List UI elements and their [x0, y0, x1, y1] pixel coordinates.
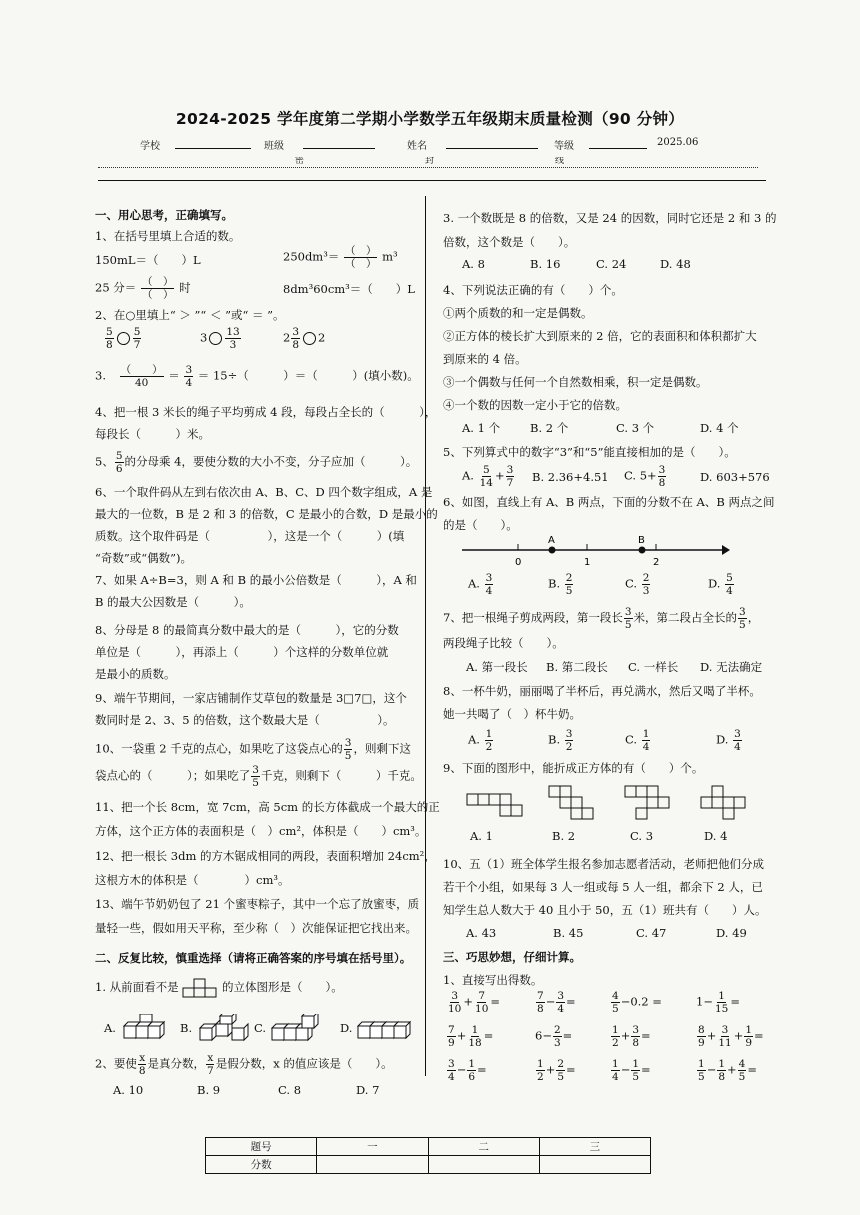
- name-field[interactable]: [407, 137, 538, 152]
- c5-option-a[interactable]: A. $\frac{5}{14}$ + $\frac{3}{7}$: [462, 464, 514, 489]
- q2a[interactable]: [104, 326, 142, 351]
- grade-label: 等级: [554, 141, 574, 152]
- q9-line-2: 数同时是 2、3、5 的倍数，这个数最大是（ ）。: [95, 713, 395, 727]
- c2-option-c[interactable]: C. 8: [278, 1083, 302, 1097]
- c3-option-c[interactable]: C. 24: [596, 257, 627, 271]
- q10-line-2: [95, 764, 422, 789]
- c4-stmt-1: ①两个质数的和一定是偶数。: [443, 306, 593, 320]
- score-header-1: 一: [317, 1138, 428, 1156]
- calc-operator: −: [545, 994, 556, 1009]
- score-cell-2[interactable]: [428, 1156, 539, 1174]
- c2-option-b[interactable]: B. 9: [197, 1083, 221, 1097]
- c7-line-2: 两段绳子比较（ ）。: [443, 636, 564, 650]
- calc-operator: =: [566, 994, 576, 1009]
- grade-blank[interactable]: [589, 138, 647, 149]
- c4-option-b[interactable]: B. 2 个: [530, 421, 569, 435]
- q3-tail: ＝ 15÷（ ）＝（ ）(填小数)。: [197, 368, 419, 383]
- q3-fn: 3: [185, 364, 193, 376]
- tick-1-label: 1: [584, 557, 591, 568]
- c6-line-1: 6、如图，直线上有 A、B 两点，下面的分数不在 A、B 两点之间: [443, 495, 775, 509]
- q10-line-1: [95, 737, 411, 762]
- grade-field[interactable]: [554, 137, 647, 152]
- q1c-prefix: 25 分＝: [95, 280, 137, 295]
- calc-operator: =: [730, 994, 740, 1009]
- q6-line-4: “奇数”或“偶数”)。: [95, 551, 193, 565]
- calc-fraction: $\frac{1}{2}$: [612, 1024, 619, 1049]
- calc-fraction: $\frac{3}{4}$: [448, 1058, 455, 1083]
- c5-an1: 5: [482, 464, 490, 476]
- q2c[interactable]: [283, 326, 325, 351]
- calc-fraction: $\frac{3}{11}$: [718, 1024, 732, 1049]
- q10-n2: 3: [252, 764, 259, 776]
- c7-option-b[interactable]: B. 第二段长: [546, 660, 608, 674]
- q2b-left: 3: [200, 330, 208, 345]
- seal-char-3: 线: [555, 157, 565, 166]
- q1b-unit: m³: [382, 249, 398, 264]
- c9-option-d[interactable]: D. 4: [704, 829, 728, 843]
- q10-d2: 5: [252, 777, 259, 789]
- calc-fraction: $\frac{4}{5}$: [738, 1058, 746, 1083]
- calc-fraction: $\frac{2}{3}$: [553, 1024, 561, 1049]
- q2a-d2: 7: [133, 339, 141, 351]
- q10-d1: 5: [344, 750, 352, 762]
- calc-fraction: $\frac{2}{5}$: [557, 1058, 565, 1083]
- calc-item[interactable]: [696, 1024, 764, 1049]
- q1b[interactable]: [283, 245, 398, 270]
- q8-line-3: 是最小的质数。: [95, 667, 176, 681]
- q5-d: 6: [115, 463, 123, 475]
- c5-an2: 3: [506, 464, 514, 476]
- c2-stem: [95, 1052, 393, 1077]
- seal-char-2: 封: [425, 157, 435, 166]
- calc-operator: =: [562, 1028, 573, 1043]
- cube-stack-d-icon: [356, 1014, 414, 1044]
- calc-fraction: $\frac{1}{18}$: [468, 1024, 482, 1049]
- q1c-unit: 时: [179, 280, 191, 295]
- c4-stmt-2a: ②正方体的棱长扩大到原来的 2 倍，它的表面积和体积都扩大: [443, 329, 757, 343]
- calc-operator: =: [490, 994, 501, 1009]
- point-b: [639, 547, 646, 554]
- c5-c-label: C. 5+: [624, 468, 657, 483]
- q1c[interactable]: [95, 276, 191, 301]
- q10-l2b: 千克，则剩下（ ）千克。: [260, 768, 422, 783]
- calc-operator: −0.2 =: [620, 994, 662, 1009]
- q5: [95, 450, 417, 475]
- c3-option-a[interactable]: A. 8: [462, 257, 485, 271]
- q2c-right: 2: [318, 330, 326, 345]
- c8-line-2: 她一共喝了（ ）杯牛奶。: [443, 707, 581, 721]
- q3[interactable]: 3. $\frac{( )}{40}$ ＝ $\frac{3}{4}$ ＝ 15÷（ ）＝（ ）(填小数)。: [95, 364, 419, 389]
- c2-option-a[interactable]: A. 10: [113, 1083, 144, 1097]
- calc-operator: =: [566, 1062, 576, 1077]
- cube-stack-c-icon: [270, 1014, 332, 1044]
- calc-fraction: $\frac{1}{6}$: [468, 1058, 476, 1083]
- c9-option-c[interactable]: C. 3: [630, 829, 654, 843]
- q1b-prefix: 250dm³＝: [283, 249, 340, 264]
- c1-option-b[interactable]: [180, 1014, 254, 1044]
- calc-item[interactable]: [535, 1058, 576, 1083]
- calc-fraction: $\frac{3}{8}$: [632, 1024, 640, 1049]
- c5-option-b[interactable]: B. 2.36+4.51: [532, 470, 609, 484]
- q2-stem: 2、在○里填上“ ＞ ”“ ＜ ”或“ ＝ ”。: [95, 308, 285, 322]
- c3-option-d[interactable]: D. 48: [660, 257, 691, 271]
- class-label: 班级: [264, 141, 284, 152]
- q2a-n2: 5: [133, 326, 141, 338]
- calc-title: 1、直接写出得数。: [443, 973, 543, 987]
- q1d[interactable]: 8dm³60cm³＝（ ）L: [283, 282, 415, 296]
- tick-0-label: 0: [515, 557, 522, 568]
- calc-fraction: $\frac{7}{8}$: [537, 990, 544, 1015]
- name-label: 姓名: [407, 141, 427, 152]
- c5-ad2: 7: [506, 477, 514, 489]
- q6-line-2: 最大的一位数，B 是 2 和 3 的倍数，C 是最小的合数，D 是最小的: [95, 507, 438, 521]
- c8-option-b[interactable]: B. $\frac{3}{2}$: [548, 728, 573, 753]
- section-1-title: 一、用心思考，正确填写。: [95, 208, 233, 222]
- c10-option-d[interactable]: D. 49: [716, 926, 747, 940]
- c10-line-1: 10、五（1）班全体学生报名参加志愿者活动，老师把他们分成: [443, 857, 764, 871]
- c2-d1: 8: [138, 1065, 146, 1077]
- q1b-fraction[interactable]: [344, 245, 378, 270]
- calc-operator: −: [620, 1062, 631, 1077]
- cube-stack-b-icon: [196, 1014, 254, 1044]
- calc-item[interactable]: [446, 990, 500, 1015]
- calc-operator: +: [727, 1062, 737, 1077]
- seal-char-1: 密: [295, 157, 305, 166]
- c2-n2: x: [207, 1052, 214, 1064]
- calc-fraction: $\frac{1}{8}$: [718, 1058, 726, 1083]
- c8-option-c[interactable]: C. $\frac{1}{4}$: [625, 728, 650, 753]
- cube-net-c-icon: [624, 784, 688, 826]
- c4-stmt-2b: 到原来的 4 倍。: [443, 352, 527, 366]
- q6-line-1: 6、一个取件码从左到右依次由 A、B、C、D 四个数字组成，A 是: [95, 485, 433, 499]
- q11-line-1: 11、把一个长 8cm，宽 7cm，高 5cm 的长方体截成一个最大的正: [95, 800, 440, 814]
- q13-line-1: 13、端午节奶奶包了 21 个蜜枣粽子，其中一个忘了放蜜枣，质: [95, 897, 420, 911]
- calc-operator: =: [641, 1062, 651, 1077]
- c4-option-c[interactable]: C. 3 个: [616, 421, 655, 435]
- c4-option-d[interactable]: D. 4 个: [700, 421, 739, 435]
- c9-option-b[interactable]: B. 2: [552, 829, 576, 843]
- q4-line-1: 4、把一根 3 米长的绳子平均剪成 4 段，每段占全长的（ ），: [95, 405, 437, 419]
- q10-l2a: 袋点心的（ ）；如果吃了: [95, 768, 251, 783]
- calc-operator: +: [620, 1028, 631, 1043]
- calc-fraction: $\frac{4}{5}$: [612, 990, 619, 1015]
- score-table: [205, 1137, 651, 1174]
- score-header-label: 题号: [206, 1138, 317, 1156]
- q2c-whole: 2: [283, 330, 291, 345]
- c2-d2: 7: [207, 1065, 214, 1077]
- point-a: [549, 547, 556, 554]
- q1-stem: 1、在括号里填上合适的数。: [95, 229, 241, 243]
- c2-n1: x: [139, 1052, 146, 1064]
- c1-pre: 1. 从前面看不是: [95, 980, 179, 994]
- header-rule: [98, 180, 766, 181]
- calc-fraction: $\frac{1}{2}$: [537, 1058, 544, 1083]
- cube-net-a-icon: [466, 786, 530, 822]
- c8-line-1: 8、一杯牛奶，丽丽喝了半杯后，再兑满水，然后又喝了半杯。: [443, 684, 761, 698]
- calc-operator: +: [706, 1028, 717, 1043]
- c1-stem: [95, 978, 343, 998]
- q1c-den: （ ）: [141, 289, 174, 301]
- q1a[interactable]: 150mL＝（ ）L: [95, 253, 201, 267]
- c2-option-d[interactable]: D. 7: [356, 1083, 380, 1097]
- school-label: 学校: [140, 141, 160, 152]
- calc-item[interactable]: [535, 990, 576, 1015]
- c10-option-a[interactable]: A. 43: [466, 926, 497, 940]
- q11-line-2: 方体，这个正方体的表面积是（ ）cm²，体积是（ ）cm³。: [95, 824, 427, 838]
- calc-fraction: $\frac{1}{15}$: [714, 990, 729, 1015]
- c6-line-2: 的是（ ）。: [443, 518, 518, 532]
- q12-line-2: 这根方木的体积是（ ）cm³。: [95, 873, 290, 887]
- calc-operator: =: [483, 1028, 494, 1043]
- score-row-label: 分数: [206, 1156, 317, 1174]
- calc-fraction: $\frac{3}{4}$: [557, 990, 565, 1015]
- q7-line-2: B 的最大公因数是（ ）。: [95, 595, 251, 609]
- score-cell-3[interactable]: [539, 1156, 650, 1174]
- q13-line-2: 量轻一些，假如用天平称，至少称（ ）次能保证把它找出来。: [95, 921, 417, 935]
- score-cell-1[interactable]: [317, 1156, 428, 1174]
- c1-option-c-label: C.: [254, 1021, 267, 1035]
- school-field[interactable]: [140, 137, 251, 152]
- score-value-row: [206, 1156, 651, 1174]
- q2c-d: 8: [292, 339, 300, 351]
- c6-option-b[interactable]: B. $\frac{2}{5}$: [548, 572, 573, 597]
- c6-option-c[interactable]: C. $\frac{2}{3}$: [625, 572, 650, 597]
- c6-option-d[interactable]: D. $\frac{5}{4}$: [708, 572, 733, 597]
- q12-line-1: 12、把一根长 3dm 的方木锯成相同的两段，表面积增加 24cm²，: [95, 849, 436, 863]
- calc-item[interactable]: [610, 990, 662, 1015]
- exam-title: 2024-2025 学年度第二学期小学数学五年级期末质量检测（90 分钟）: [175, 110, 685, 128]
- score-header-row: [206, 1138, 651, 1156]
- compare-circle[interactable]: [117, 332, 130, 345]
- calc-fraction: $\frac{7}{9}$: [448, 1024, 455, 1049]
- c7-option-d[interactable]: D. 无法确定: [700, 660, 763, 674]
- q3-fd: 4: [185, 377, 193, 389]
- calc-operator: +: [463, 994, 474, 1009]
- c9-option-a[interactable]: A. 1: [470, 829, 493, 843]
- calc-fraction: $\frac{7}{10}$: [475, 990, 489, 1015]
- q3-num: （ ）: [120, 364, 163, 376]
- calc-item[interactable]: [446, 1024, 493, 1049]
- calc-operator: 1−: [696, 994, 713, 1009]
- calc-fraction: $\frac{1}{4}$: [612, 1058, 619, 1083]
- c10-line-2: 若干个小组，如果每 3 人一组或每 5 人一组，都余下 2 人，已: [443, 880, 763, 894]
- c1-option-a[interactable]: [104, 1014, 178, 1044]
- q3-den: 40: [134, 377, 149, 389]
- c3-line-1: 3. 一个数既是 8 的倍数，又是 24 的因数，同时它还是 2 和 3 的: [443, 211, 777, 225]
- calc-operator: 6−: [535, 1028, 552, 1043]
- q6-line-3: 质数。这个取件码是（ ），这是一个（ ）(填: [95, 529, 405, 543]
- c2-mid: 是真分数，: [147, 1056, 206, 1071]
- q8-line-1: 8、分母是 8 的最简真分数中最大的是（ ），它的分数: [95, 623, 399, 637]
- q8-line-2: 单位是（ ），再添上（ ）个这样的分数单位就: [95, 645, 389, 659]
- q2a-n1: 5: [106, 326, 113, 338]
- calc-fraction: $\frac{8}{9}$: [698, 1024, 705, 1049]
- q2b-n: 13: [226, 326, 240, 338]
- q9-line-1: 9、端午节期间，一家店铺制作艾草包的数量是 3□7□，这个: [95, 691, 407, 705]
- calc-item[interactable]: [696, 1058, 757, 1083]
- c6-option-a[interactable]: A. $\frac{3}{4}$: [468, 572, 493, 597]
- c1-option-d[interactable]: [340, 1014, 414, 1044]
- cube-stack-a-icon: [120, 1014, 178, 1044]
- c8-option-a[interactable]: A. $\frac{1}{2}$: [468, 728, 493, 753]
- q5-prefix: 5、: [95, 454, 114, 469]
- c5-a-label: A.: [462, 468, 474, 483]
- c9-stem: 9、下面的图形中，能折成正方体的有（ ）个。: [443, 761, 704, 775]
- c7-option-c[interactable]: C. 一样长: [628, 660, 679, 674]
- calc-item[interactable]: [696, 990, 740, 1015]
- column-divider: [425, 196, 426, 1076]
- c8-option-d[interactable]: D. $\frac{3}{4}$: [716, 728, 741, 753]
- c4-option-a[interactable]: A. 1 个: [462, 421, 501, 435]
- c10-line-3: 知学生总人数大于 40 且小于 50，五（1）班共有（ ）人。: [443, 903, 767, 917]
- q2b-d: 3: [229, 339, 237, 351]
- calc-item[interactable]: [610, 1058, 651, 1083]
- q2c-n: 3: [292, 326, 300, 338]
- c10-option-b[interactable]: B. 45: [553, 926, 584, 940]
- c1-option-c[interactable]: [254, 1014, 332, 1044]
- compare-circle[interactable]: [303, 332, 316, 345]
- point-a-label: A: [548, 535, 555, 546]
- c1-option-d-label: D.: [340, 1021, 353, 1035]
- school-blank[interactable]: [175, 138, 251, 149]
- c7-option-a[interactable]: A. 第一段长: [466, 660, 528, 674]
- calc-operator: +: [545, 1062, 556, 1077]
- calc-operator: −: [456, 1062, 467, 1077]
- c5-cn: 3: [658, 464, 666, 476]
- c2-pre: 2、要使: [95, 1056, 137, 1071]
- section-2-title: 二、反复比较，慎重选择（请将正确答案的序号填在括号里）。: [95, 951, 412, 965]
- q1c-fraction[interactable]: [141, 276, 175, 301]
- q5-post: 的分母乘 4，要使分数的大小不变，分子应加（ ）。: [124, 454, 418, 469]
- calc-operator: =: [641, 1028, 651, 1043]
- calc-operator: +: [456, 1028, 467, 1043]
- c1-option-b-label: B.: [180, 1021, 193, 1035]
- c7-line-1: 7、把一根绳子剪成两段，第一段长 $\frac{3}{5}$ 米，第二段占全长的 $\frac{3}{5}$ ，: [443, 606, 760, 631]
- seal-line: [98, 157, 758, 168]
- calc-fraction: $\frac{1}{5}$: [632, 1058, 640, 1083]
- calc-fraction: $\frac{3}{10}$: [448, 990, 462, 1015]
- front-view-icon: [182, 978, 218, 998]
- c1-option-a-label: A.: [104, 1021, 116, 1035]
- q10-n1: 3: [344, 737, 352, 749]
- q10-post1: ，则剩下这: [353, 741, 411, 756]
- calc-fraction: $\frac{1}{5}$: [698, 1058, 705, 1083]
- tick-2-label: 2: [653, 557, 660, 568]
- calc-operator: =: [747, 1062, 757, 1077]
- q1b-den: （ ）: [344, 258, 377, 270]
- calc-operator: =: [477, 1062, 487, 1077]
- calc-item[interactable]: [446, 1058, 487, 1083]
- calc-operator: −: [706, 1062, 717, 1077]
- q1c-num: （ ）: [141, 276, 174, 288]
- number-line-diagram: [460, 534, 730, 570]
- q2b[interactable]: [200, 326, 242, 351]
- q5-n: 5: [115, 450, 123, 462]
- name-blank[interactable]: [446, 138, 538, 149]
- calc-item[interactable]: [610, 1024, 651, 1049]
- c5-option-d[interactable]: D. 603+576: [700, 470, 770, 484]
- calc-item[interactable]: [535, 1024, 572, 1049]
- calc-operator: =: [754, 1028, 764, 1043]
- score-header-2: 二: [428, 1138, 539, 1156]
- q3-eq: ＝: [168, 368, 180, 383]
- c2-post: 是假分数，x 的值应该是（ ）。: [215, 1056, 393, 1071]
- q1b-num: （ ）: [344, 245, 377, 257]
- q10-pre: 10、一袋重 2 千克的点心，如果吃了这袋点心的: [95, 741, 343, 756]
- c10-option-c[interactable]: C. 47: [636, 926, 667, 940]
- c5-option-c[interactable]: [624, 464, 667, 489]
- c4-stmt-3: ③一个偶数与任何一个自然数相乘，积一定是偶数。: [443, 375, 708, 389]
- c3-line-2: 倍数，这个数是（ ）。: [443, 235, 576, 249]
- point-b-label: B: [638, 535, 645, 546]
- c5-ad1: 14: [479, 477, 493, 489]
- c5-stem: 5、下列算式中的数字“3”和“5”能直接相加的是（ ）。: [443, 445, 736, 459]
- c4-stmt-4: ④一个数的因数一定小于它的倍数。: [443, 398, 627, 412]
- class-field[interactable]: [264, 137, 375, 152]
- c1-post: 的立体图形是（ ）。: [221, 980, 343, 994]
- q4-line-2: 每段长（ ）米。: [95, 427, 210, 441]
- calc-operator: +: [733, 1028, 744, 1043]
- exam-date: 2025.06: [657, 137, 699, 148]
- q7-line-1: 7、如果 A÷B=3，则 A 和 B 的最小公倍数是（ ），A 和: [95, 573, 417, 587]
- score-header-3: 三: [539, 1138, 650, 1156]
- section-3-title: 三、巧思妙想，仔细计算。: [443, 950, 581, 964]
- cube-net-b-icon: [548, 784, 612, 824]
- c5-cd: 8: [658, 477, 666, 489]
- compare-circle[interactable]: [209, 332, 222, 345]
- calc-fraction: $\frac{1}{9}$: [745, 1024, 753, 1049]
- c3-option-b[interactable]: B. 16: [530, 257, 561, 271]
- cube-net-d-icon: [700, 784, 764, 826]
- class-blank[interactable]: [303, 138, 375, 149]
- q2a-d1: 8: [106, 339, 113, 351]
- c4-stem: 4、下列说法正确的有（ ）个。: [443, 283, 623, 297]
- number-line-arrow-icon: [722, 545, 730, 555]
